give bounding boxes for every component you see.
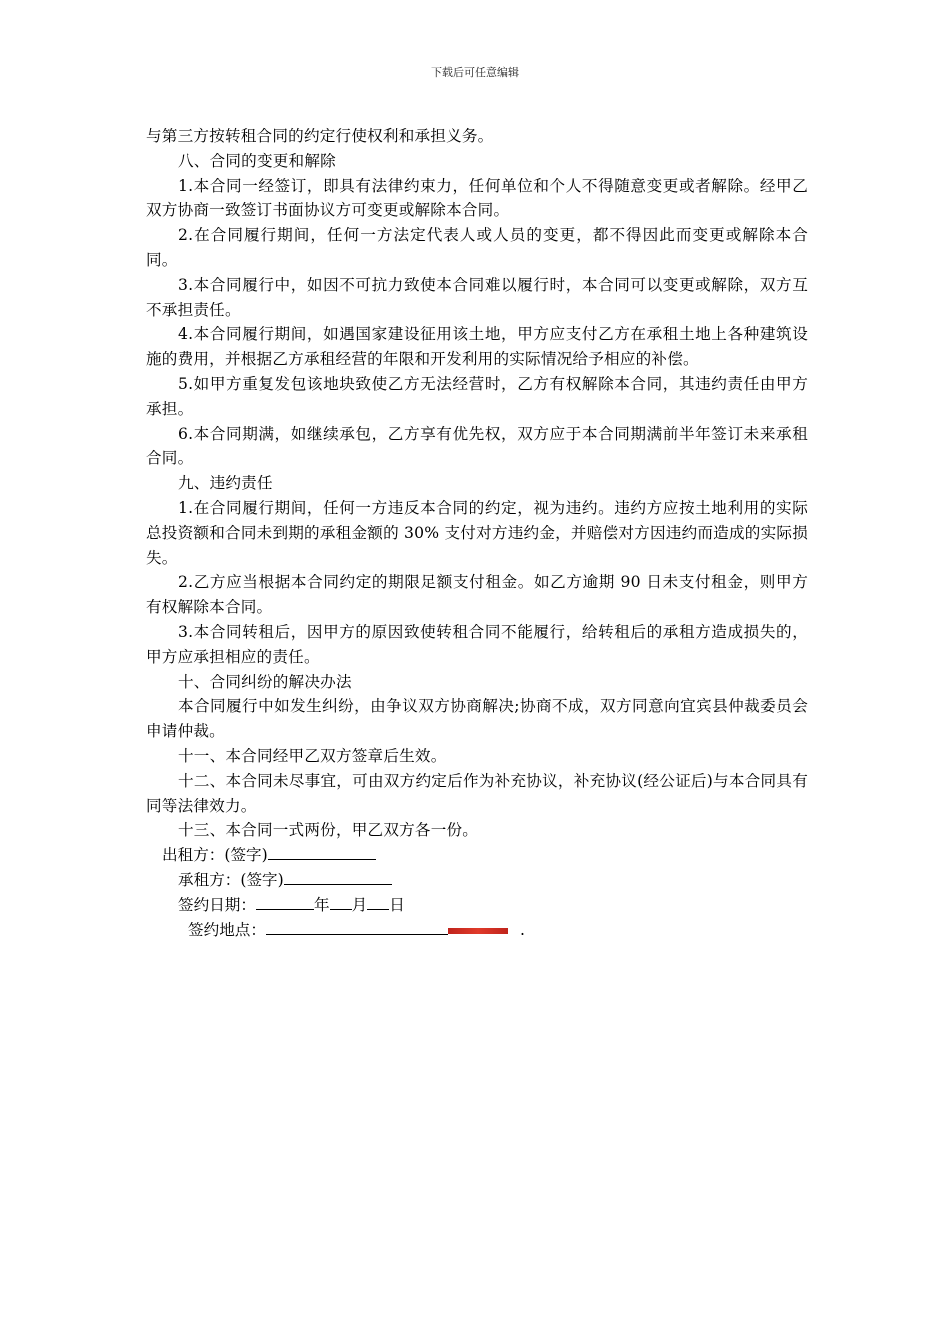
lessee-label: 承租方：(签字) [178,870,284,889]
clause-9-1: 1.在合同履行期间，任何一方违反本合同的约定，视为违约。违约方应按土地利用的实际总投资额和合同未到期的承租金额的 30% 支付对方违约金，并赔偿对方因违约而造成的实际损失。 [146,498,808,567]
clause-8-3: 3.本合同履行中，如因不可抗力致使本合同难以履行时，本合同可以变更或解除，双方互不承担责任。 [146,275,808,319]
lessor-signature-blank [268,843,376,860]
year-blank [256,893,314,910]
section-heading-8: 八、合同的变更和解除 [178,151,336,170]
month-blank [330,893,352,910]
section-heading-9: 九、违约责任 [178,474,273,493]
contract-body [146,124,808,942]
signing-place-line [146,918,808,943]
clause-8-2: 2.在合同履行期间，任何一方法定代表人或人员的变更，都不得因此而变更或解除本合同。 [146,226,808,269]
day-blank [367,893,389,910]
page-header: 下载后可任意编辑 [431,66,519,79]
clause-8-4: 4.本合同履行期间，如遇国家建设征用该土地，甲方应支付乙方在承租土地上各种建筑设施的费用，并根据乙方承租经营的年限和开发利用的实际情况给予相应的补偿。 [146,325,808,369]
section-heading-10: 十、合同纠纷的解决办法 [178,672,352,691]
lessee-signature-blank [284,868,392,885]
lessor-signature-line [146,843,808,868]
lessee-signature-line [146,868,808,893]
clause-9-2: 2.乙方应当根据本合同约定的期限足额支付租金。如乙方逾期 90 日未支付租金，则甲方有权解除本合同。 [146,573,808,617]
year-label: 年 [313,895,330,914]
lessor-label: 出租方：(签字) [162,846,268,865]
paragraph-continuation: 与第三方按转租合同的约定行使权利和承担义务。 [146,127,494,145]
signing-date-line [146,893,808,918]
day-label: 日 [389,895,405,914]
clause-8-1: 1.本合同一经签订，即具有法律约束力，任何单位和个人不得随意变更或者解除。经甲乙双方协商一致签订书面协议方可变更或解除本合同。 [146,176,808,220]
date-label: 签约日期： [178,895,256,914]
clause-10: 本合同履行中如发生纠纷，由争议双方协商解决;协商不成，双方同意向宜宾县仲裁委员会申请仲裁。 [146,697,808,741]
red-stamp-mark [448,928,508,934]
place-label: 签约地点： [188,920,266,939]
section-12: 十二、本合同未尽事宜，可由双方约定后作为补充协议，补充协议(经公证后)与本合同具有同等法律效力。 [146,771,808,815]
clause-8-5: 5.如甲方重复发包该地块致使乙方无法经营时，乙方有权解除本合同，其违约责任由甲方承担。 [146,374,808,418]
place-end-mark: . [519,920,525,939]
place-blank [266,918,448,935]
clause-8-6: 6.本合同期满，如继续承包，乙方享有优先权，双方应于本合同期满前半年签订未来承租合同。 [146,424,808,468]
month-label: 月 [351,895,368,914]
section-13: 十三、本合同一式两份，甲乙双方各一份。 [178,821,479,840]
section-11: 十一、本合同经甲乙双方签章后生效。 [178,746,447,765]
clause-9-3: 3.本合同转租后，因甲方的原因致使转租合同不能履行，给转租后的承租方造成损失的，甲方应承担相应的责任。 [146,622,808,666]
